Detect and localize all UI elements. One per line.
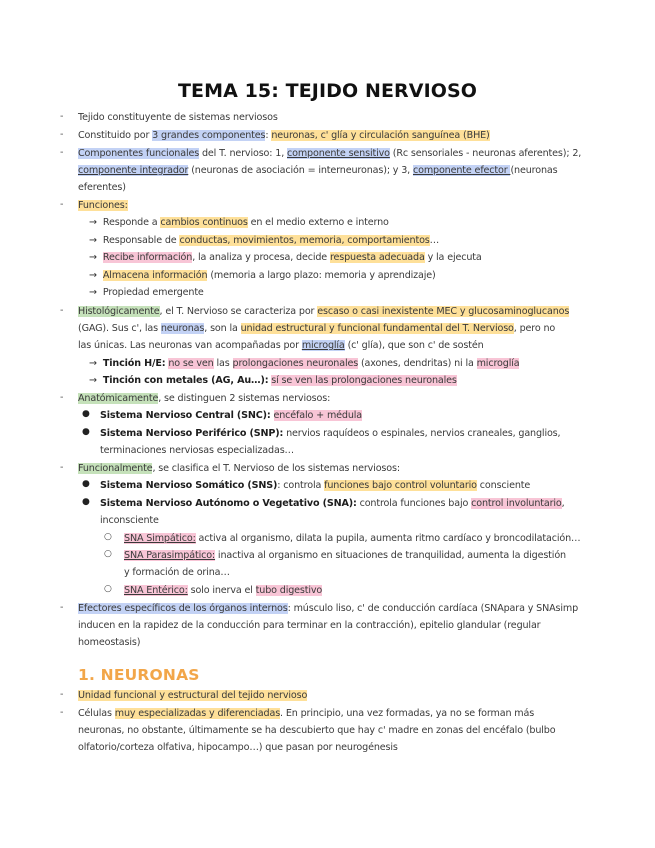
list-item: Funcionalmente, se clasifica el T. Nervioso de los sistemas nerviosos: (78, 463, 400, 474)
dash-bullet: - (60, 462, 64, 473)
dash-bullet: - (60, 111, 64, 122)
sub-item: → Tinción H/E: no se ven las prolongaciones neuronales (axones, dendritas) ni la microglía (89, 358, 520, 369)
list-item-continued: (GAG). Sus c', las neuronas, son la unidad estructural y funcional fundamental del T. Nervioso, pero no (78, 323, 556, 334)
list-item: Unidad funcional y estructural del tejido nervioso (78, 690, 308, 701)
list-item-continued: neuronas, no obstante, últimamente se ha descubierto que hay c' madre en zonas del encéfalo (bulbo (78, 725, 556, 736)
sub-item: → Almacena información (memoria a largo plazo: memoria y aprendizaje) (89, 270, 436, 281)
bullet-item-continued: inconsciente (100, 515, 159, 526)
circle-bullet: ○ (104, 532, 112, 542)
list-item-continued: las únicas. Las neuronas van acompañadas por microglía (c' glía), que son c' de sostén (78, 340, 484, 351)
list-item-continued: olfatorio/corteza olfativa, hipocampo…) que pasan por neurogénesis (78, 742, 398, 753)
sub-bullet-item: SNA Entérico: solo inerva el tubo digestivo (124, 585, 323, 596)
bullet-item: Sistema Nervioso Somático (SNS): controla funciones bajo control voluntario consciente (100, 480, 531, 491)
bullet: ● (82, 479, 90, 489)
dash-bullet: - (60, 392, 64, 403)
list-item: Constituido por 3 grandes componentes: neuronas, c' glía y circulación sanguínea (BHE) (78, 130, 490, 141)
section-heading: 1. NEURONAS (78, 666, 200, 684)
list-item-continued: eferentes) (78, 182, 126, 193)
dash-bullet: - (60, 707, 64, 718)
sub-item: → Recibe información, la analiza y procesa, decide respuesta adecuada y la ejecuta (89, 252, 482, 263)
list-item-continued: componente integrador (neuronas de asociación = interneuronas); y 3, componente efector (neuronas (78, 165, 558, 176)
bullet: ● (82, 497, 90, 507)
bullet-item: Sistema Nervioso Autónomo o Vegetativo (SNA): controla funciones bajo control involuntario, (100, 498, 565, 509)
list-item-continued: inducen en la rapidez de la conducción para terminar en la contracción), epitelio glandular (regular (78, 620, 541, 631)
circle-bullet: ○ (104, 584, 112, 594)
dash-bullet: - (60, 147, 64, 158)
dash-bullet: - (60, 602, 64, 613)
bullet: ● (82, 427, 90, 437)
sub-item: → Responsable de conductas, movimientos, memoria, comportamientos… (89, 235, 440, 246)
sub-bullet-item-continued: y formación de orina… (124, 567, 230, 578)
sub-item: → Responde a cambios continuos en el medio externo e interno (89, 217, 389, 228)
list-item: Componentes funcionales del T. nervioso: 1, componente sensitivo (Rc sensoriales - neuronas aferentes); 2, (78, 148, 582, 159)
dash-bullet: - (60, 129, 64, 140)
list-item: Histológicamente, el T. Nervioso se caracteriza por escaso o casi inexistente MEC y glucosaminoglucanos (78, 306, 570, 317)
sub-bullet-item: SNA Parasimpático: inactiva al organismo en situaciones de tranquilidad, aumenta la digestión (124, 550, 566, 561)
page-title: TEMA 15: TEJIDO NERVIOSO (177, 80, 478, 102)
list-item-continued: homeostasis) (78, 637, 141, 648)
dash-bullet: - (60, 199, 64, 210)
list-item: Anatómicamente, se distinguen 2 sistemas nerviosos: (78, 393, 331, 404)
dash-bullet: - (60, 689, 64, 700)
circle-bullet: ○ (104, 549, 112, 559)
sub-item: → Tinción con metales (AG, Au…): sí se ven las prolongaciones neuronales (89, 375, 457, 386)
list-item: Efectores específicos de los órganos internos: músculo liso, c' de conducción cardíaca (SNApara y SNAsimp (78, 603, 579, 614)
sub-bullet-item: SNA Simpático: activa al organismo, dilata la pupila, aumenta ritmo cardíaco y broncodilatación… (124, 533, 581, 544)
sub-item: → Propiedad emergente (89, 287, 204, 298)
list-item: Células muy especializadas y diferenciadas. En principio, una vez formadas, ya no se forman más (78, 708, 535, 719)
dash-bullet: - (60, 305, 64, 316)
bullet-item: Sistema Nervioso Periférico (SNP): nervios raquídeos o espinales, nervios craneales, ganglios, (100, 428, 561, 439)
bullet-item: Sistema Nervioso Central (SNC): encéfalo + médula (100, 410, 363, 421)
list-item: Tejido constituyente de sistemas nerviosos (78, 112, 278, 123)
bullet-item-continued: terminaciones nerviosas especializadas… (100, 445, 294, 456)
list-item: Funciones: (78, 200, 128, 211)
bullet: ● (82, 409, 90, 419)
